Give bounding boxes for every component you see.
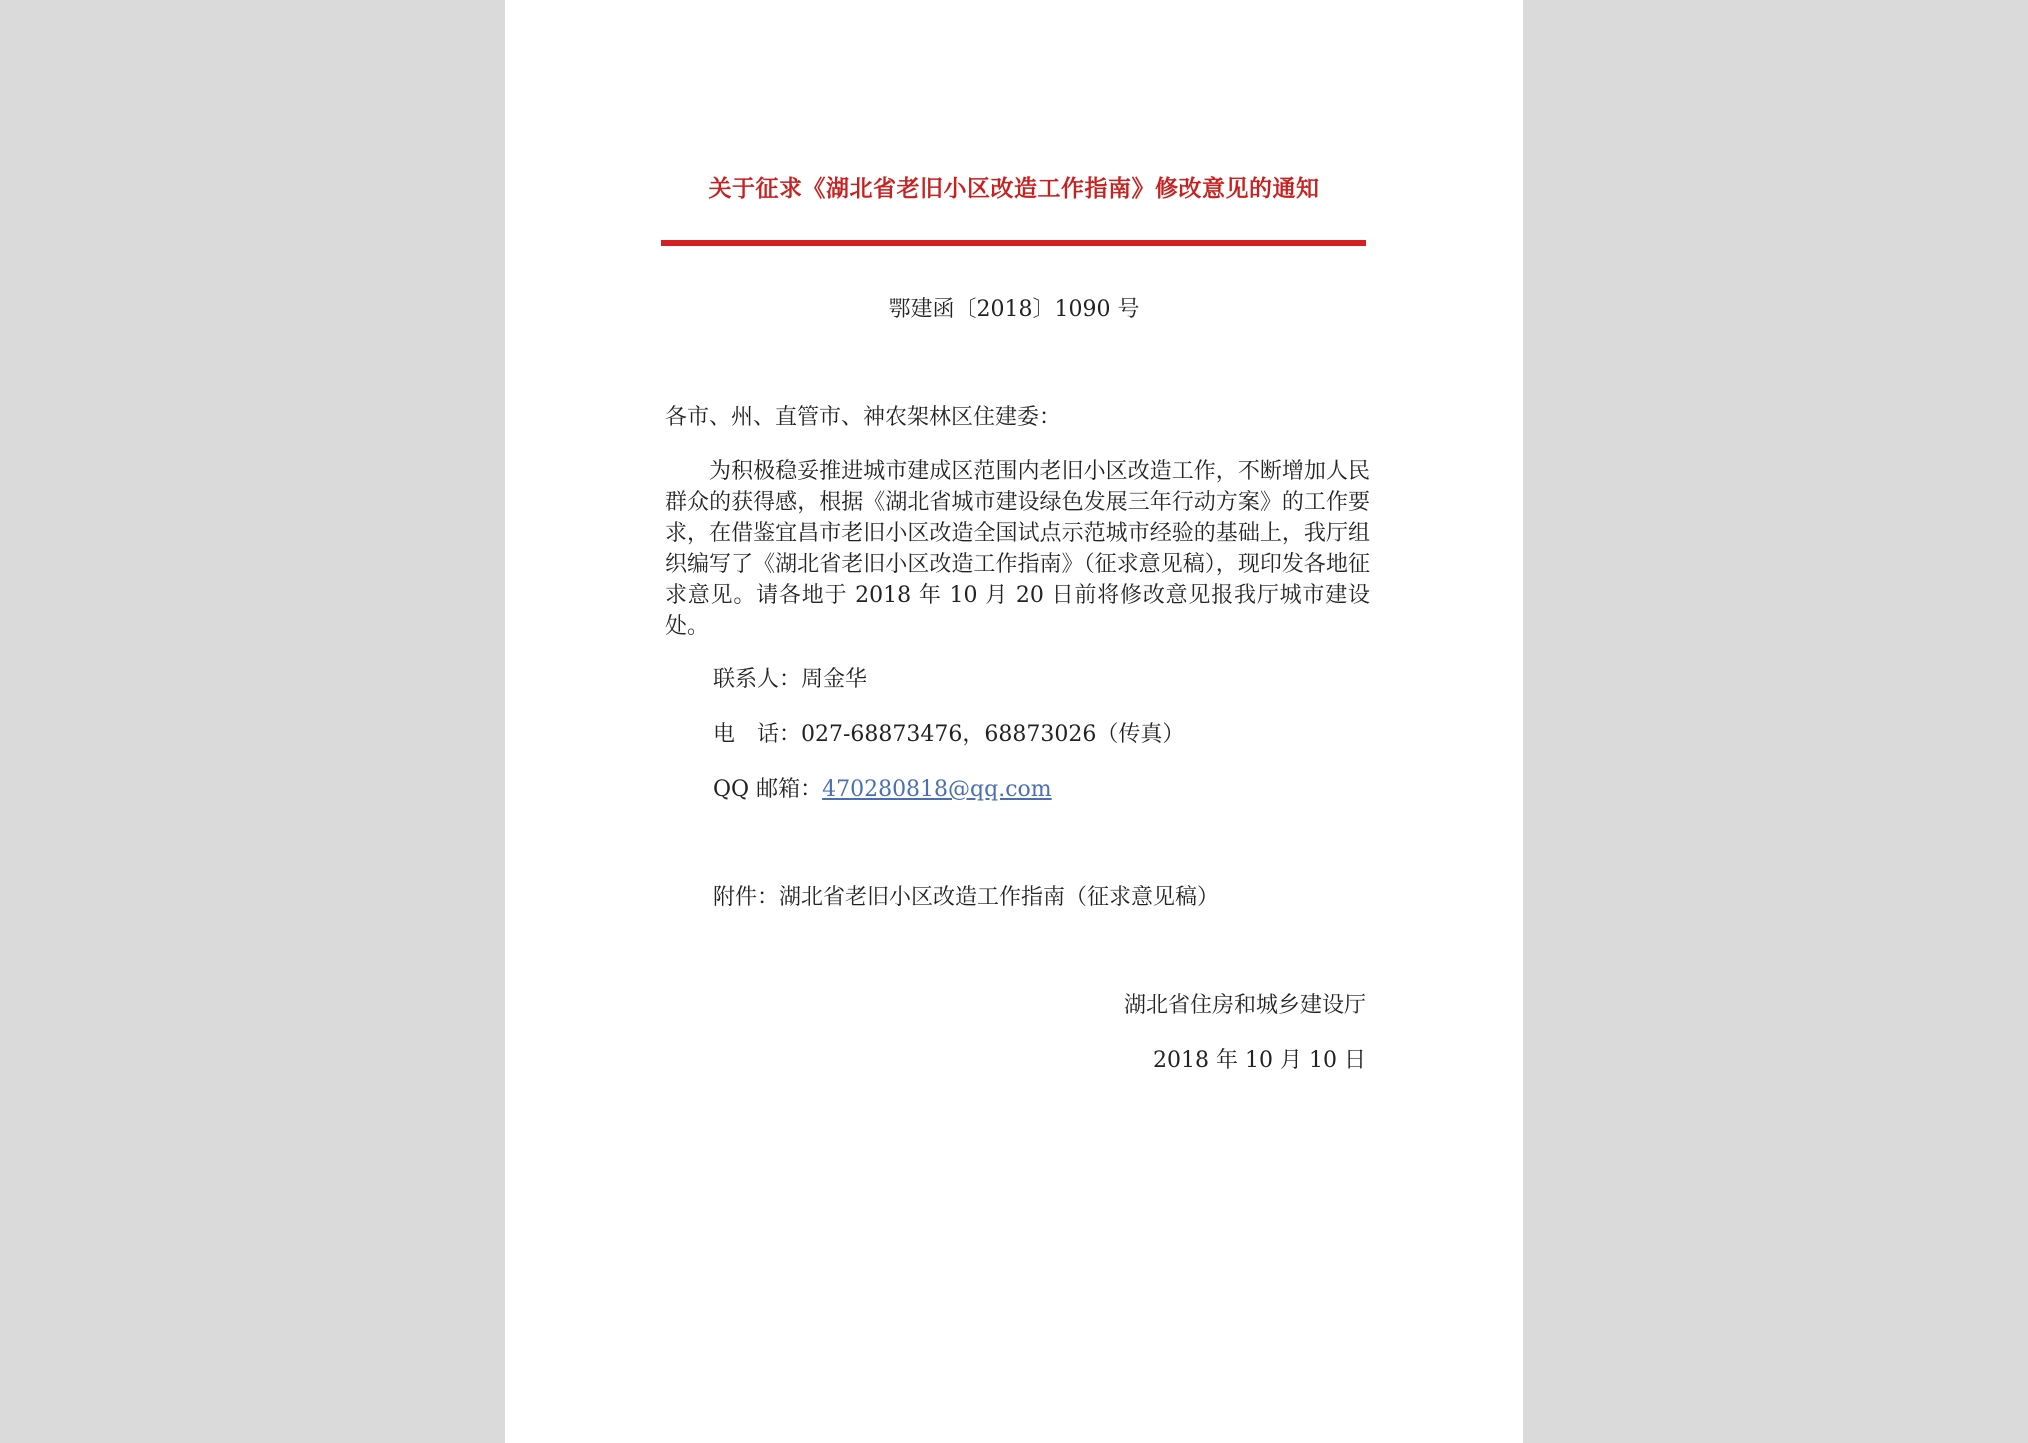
contact-qq-email <box>713 774 1052 805</box>
document-title: 关于征求《湖北省老旧小区改造工作指南》修改意见的通知 <box>708 176 1320 202</box>
document-page <box>505 0 1523 1443</box>
red-header-rule <box>661 240 1366 246</box>
qq-email-label: QQ 邮箱： <box>713 777 823 802</box>
qq-email-link[interactable]: 470280818@qq.com <box>822 777 1052 802</box>
contact-phone: 电 话：027-68873476，68873026（传真） <box>713 722 1185 747</box>
salutation: 各市、州、直管市、神农架林区住建委： <box>665 405 1062 430</box>
document-number: 鄂建函〔2018〕1090 号 <box>888 297 1140 322</box>
issue-date: 2018 年 10 月 10 日 <box>1153 1048 1366 1073</box>
body-paragraph: 为积极稳妥推进城市建成区范围内老旧小区改造工作，不断增加人民群众的获得感，根据《湖北省城市建设绿色发展三年行动方案》的工作要求，在借鉴宜昌市老旧小区改造全国试点示范城市经验的基础上，我厅组织编写了《湖北省老旧小区改造工作指南》（征求意见稿），现印发各地征求意见。请各地于 2018 年 10 月 20 日前将修改意见报我厅城市建设处。 <box>665 459 1370 639</box>
contact-person: 联系人：周金华 <box>713 667 868 692</box>
issuer-signature: 湖北省住房和城乡建设厅 <box>1123 993 1366 1018</box>
attachment-line: 附件：湖北省老旧小区改造工作指南（征求意见稿） <box>713 885 1220 910</box>
